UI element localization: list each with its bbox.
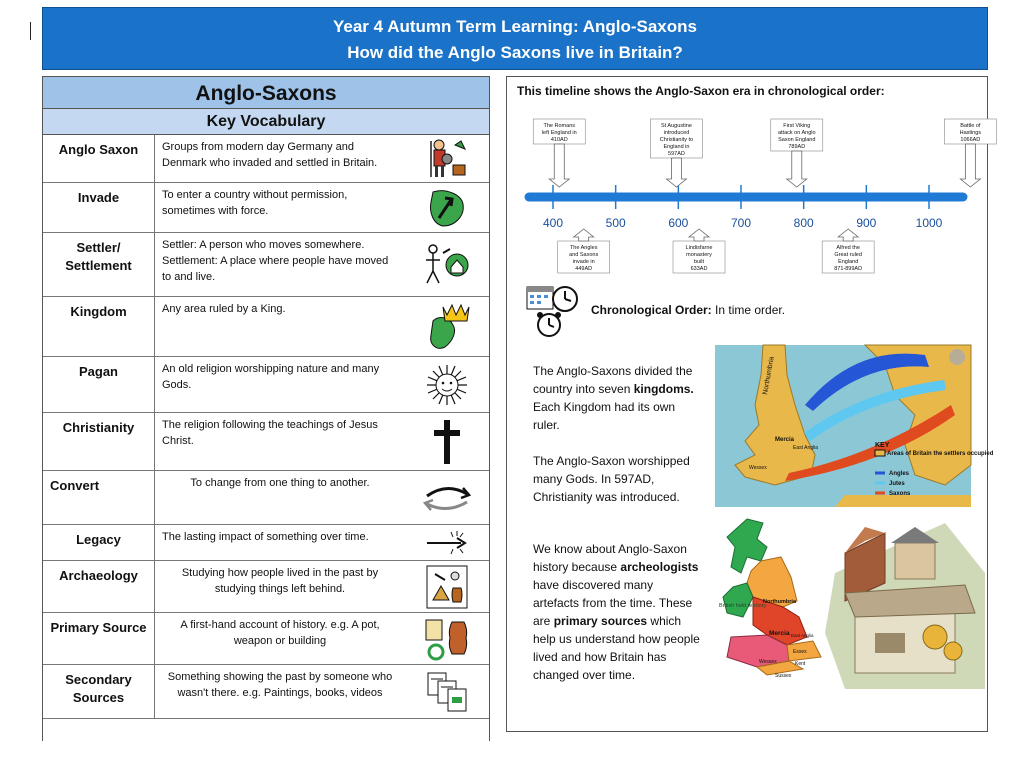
vocab-row-primary-source	[43, 613, 489, 665]
timeline-tick-label: 700	[730, 216, 752, 230]
timeline-event-text: 789AD	[788, 144, 806, 150]
timeline-event	[944, 119, 996, 187]
legacy-arrow-icon	[405, 525, 489, 560]
content-panel	[506, 76, 994, 732]
vocab-row-invade	[43, 183, 489, 233]
vocab-term: Convert	[43, 471, 155, 524]
timeline-tick-label: 1000	[915, 216, 943, 230]
timeline-event-text: introduced	[663, 130, 690, 136]
vocab-definition: A first-hand account of history. e.g. A pot, weapon or building	[180, 619, 380, 647]
paragraph-text: We know about Anglo-Saxon history because	[533, 542, 687, 574]
paragraph-text: have discovered many artefacts from the time. These are	[533, 578, 693, 628]
timeline-event-text: 1066AD	[960, 137, 981, 143]
primary-source-icon	[405, 613, 489, 664]
vocab-row-kingdom	[43, 297, 489, 357]
kingdoms-map	[717, 517, 829, 687]
archaeology-paragraph	[533, 540, 701, 684]
settlement-illustration	[825, 513, 985, 689]
vocab-term: Invade	[43, 183, 155, 232]
legend-areas: Areas of Britain the settlers occupied	[887, 451, 994, 457]
timeline-event-text: monastery	[686, 252, 712, 258]
timeline-event-text: built	[693, 259, 705, 265]
timeline-heading: This timeline shows the Anglo-Saxon era in chronological order:	[517, 84, 885, 98]
vocab-term: Secondary Sources	[43, 665, 155, 718]
chronological-text: In time order.	[711, 303, 786, 317]
paragraph-text: The Anglo-Saxons divided the country into seven	[533, 364, 693, 396]
vocab-definition: Settler: A person who moves somewhere. Settlement: A place where people have moved to and live.	[162, 239, 389, 283]
timeline-event-arrow	[574, 229, 594, 241]
vocab-row-anglo-saxon	[43, 135, 489, 183]
legend-key: KEY	[875, 442, 890, 449]
vocab-definition: Any area ruled by a King.	[162, 303, 286, 315]
vocab-term: Anglo Saxon	[43, 135, 155, 182]
timeline-event-text: Hastings	[959, 130, 982, 136]
paragraph-bold: kingdoms.	[633, 382, 694, 396]
paragraph-text: Each Kingdom had its own ruler.	[533, 400, 676, 432]
timeline-event-text: left England in	[541, 130, 577, 136]
map-label-mercia: Mercia	[775, 437, 795, 443]
page-title: Year 4 Autumn Term Learning: Anglo-Saxons	[333, 17, 697, 36]
vocabulary-panel	[42, 76, 490, 741]
vocab-row-convert	[43, 471, 489, 525]
timeline-event-text: and Saxons	[569, 252, 599, 258]
viking-warrior-icon	[405, 135, 489, 182]
timeline-event-text: 633AD	[690, 266, 708, 272]
legend-saxons: Saxons	[889, 491, 911, 497]
timeline-event	[533, 119, 585, 187]
vocab-term: Pagan	[43, 357, 155, 412]
topic-heading: Anglo-Saxons	[43, 76, 489, 109]
timeline-event-text: attack on Anglo	[777, 130, 816, 136]
convert-arrows-icon	[405, 471, 489, 524]
vocab-definition: The religion following the teachings of Jesus Christ.	[162, 419, 378, 447]
vocab-row-secondary-sources	[43, 665, 489, 719]
vocab-definition: Studying how people lived in the past by studying things left behind.	[181, 567, 379, 595]
timeline-event-text: 410AD	[550, 137, 568, 143]
timeline-tick-label: 600	[668, 216, 689, 230]
paragraph-text: which help us understand how people lived and how Britain has changed over time.	[533, 614, 700, 682]
religion-paragraph: The Anglo-Saxon worshipped many Gods. In 597AD, Christianity was introduced.	[533, 454, 690, 504]
map-label-british: British held territory	[719, 603, 767, 609]
vocab-row-settler	[43, 233, 489, 297]
kingdoms-paragraph	[533, 362, 701, 434]
legend-jutes: Jutes	[889, 481, 905, 487]
timeline-event-text: 449AD	[575, 266, 593, 272]
migration-map	[715, 345, 994, 507]
map-label-east-anglia: East Anglia	[791, 633, 814, 638]
map-label-sussex: Sussex	[775, 673, 792, 679]
timeline-tick-label: 900	[856, 216, 877, 230]
vocab-term: Primary Source	[43, 613, 155, 664]
vocab-definition: To enter a country without permission, sometimes with force.	[162, 189, 348, 217]
vocab-term: Christianity	[43, 413, 155, 470]
timeline-event-text: Battle of	[960, 123, 981, 129]
timeline-event-text: 597AD	[668, 151, 685, 157]
cross-icon	[405, 413, 489, 470]
vocab-row-legacy	[43, 525, 489, 561]
map-label-essex: Essex	[793, 649, 807, 655]
map-label-wessex: Wessex	[749, 465, 767, 471]
timeline-event-arrow	[666, 158, 686, 187]
text-cursor	[30, 22, 31, 40]
kingdom-crown-icon	[405, 297, 489, 356]
timeline-event-arrow	[549, 144, 569, 187]
documents-icon	[405, 665, 489, 718]
timeline-tick-label: 400	[542, 216, 564, 230]
timeline-event-arrow	[787, 151, 807, 187]
vocab-term: Legacy	[43, 525, 155, 560]
legend-angles: Angles	[889, 471, 910, 477]
vocab-definition: The lasting impact of something over time.	[162, 531, 369, 543]
paragraph-bold: archeologists	[620, 560, 699, 574]
page-subtitle: How did the Anglo Saxons live in Britain?	[347, 43, 683, 62]
timeline-event-arrow	[960, 144, 980, 187]
chronological-label: Chronological Order:	[591, 303, 712, 317]
map-label-kent: Kent	[795, 661, 806, 667]
timeline-event-arrow	[838, 229, 858, 241]
timeline-event	[771, 119, 823, 187]
paragraph-bold: primary sources	[553, 614, 648, 628]
timeline-event	[822, 229, 874, 273]
vocab-definition: Groups from modern day Germany and Denmark who invaded and settled in Britain.	[162, 141, 378, 169]
vocab-definition: Something showing the past by someone who wasn't there. e.g. Paintings, books, videos	[167, 671, 393, 699]
settler-house-icon	[405, 233, 489, 296]
timeline-event-text: The Romans	[543, 123, 576, 129]
timeline-event-text: 871-899AD	[834, 266, 863, 272]
timeline-event-text: Christianity to	[659, 137, 694, 143]
timeline-event	[558, 229, 610, 273]
vocab-row-christianity	[43, 413, 489, 471]
timeline-event-text: England	[838, 259, 859, 265]
timeline-event	[673, 229, 725, 273]
sun-icon	[405, 357, 489, 412]
vocab-definition: An old religion worshipping nature and many Gods.	[162, 363, 380, 391]
timeline-event-text: England in	[663, 144, 690, 150]
map-label-northumbria: Northumbria	[762, 356, 776, 396]
invasion-map-icon	[405, 183, 489, 232]
timeline-event-text: Lindisfarne	[685, 245, 713, 251]
timeline-event	[650, 119, 702, 187]
map-label-northumbria: Northumbria	[763, 599, 796, 605]
vocab-term: Settler/ Settlement	[43, 233, 155, 296]
timeline-event-arrow	[689, 229, 709, 241]
timeline-tick-label: 500	[605, 216, 626, 230]
chronological-definition	[591, 303, 785, 317]
map-label-mercia: Mercia	[769, 630, 790, 637]
vocabulary-heading: Key Vocabulary	[43, 109, 489, 135]
timeline-event-text: Great ruled	[834, 252, 862, 258]
title-banner	[42, 7, 988, 70]
timeline-event-text: Alfred the	[836, 245, 860, 251]
timeline-event-text: St Augustine	[661, 123, 692, 129]
archaeology-icon	[405, 561, 489, 612]
timeline	[507, 117, 987, 277]
map-label-wessex: Wessex	[759, 659, 777, 665]
vocab-term: Archaeology	[43, 561, 155, 612]
vocab-definition: To change from one thing to another.	[190, 477, 370, 489]
timeline-event-text: invade in	[572, 259, 595, 265]
timeline-tick-label: 800	[793, 216, 814, 230]
timeline-event-text: The Angles	[569, 245, 598, 251]
vocab-row-pagan	[43, 357, 489, 413]
map-label-east-anglia: East Anglia	[793, 445, 819, 451]
vocab-term: Kingdom	[43, 297, 155, 356]
vocab-row-archaeology	[43, 561, 489, 613]
timeline-event-text: First Viking	[783, 123, 811, 129]
calendar-clock-icon	[525, 283, 581, 344]
timeline-event-text: Saxon England	[778, 137, 816, 143]
